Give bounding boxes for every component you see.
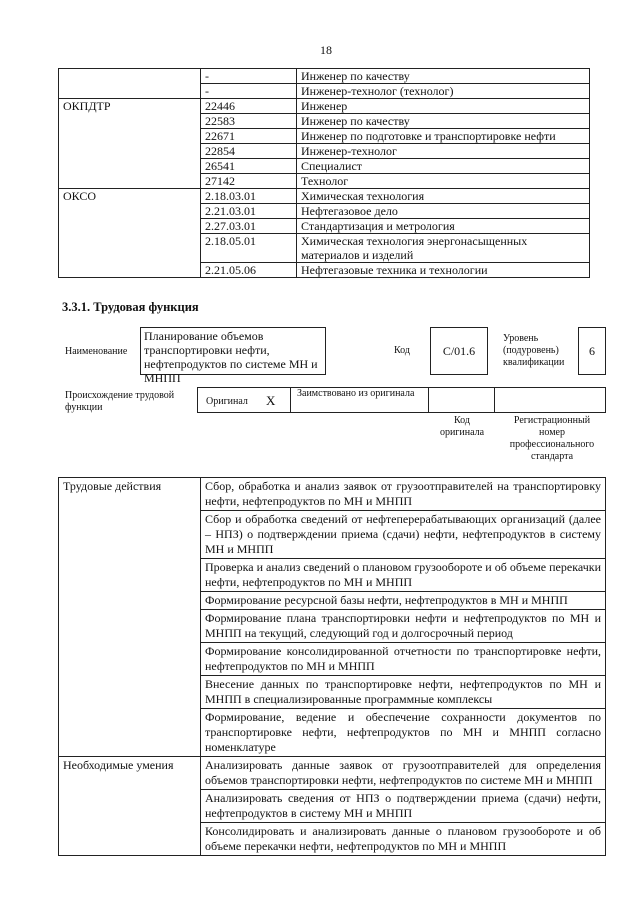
table-row (59, 757, 606, 790)
classifier-name: Инженер (297, 99, 590, 114)
labor-actions-label: Трудовые действия (59, 478, 201, 757)
classifier-name: Нефтегазовое дело (297, 204, 590, 219)
labor-actions-item: Формирование консолидированной отчетности по транспортировке нефти, нефтепродуктов по МН и МНПП (201, 643, 606, 676)
classifier-code: 22583 (201, 114, 297, 129)
skills-item: Консолидировать и анализировать данные о плановом грузообороте и об объеме перекачки нефти, нефтепродуктов по МН и МНПП (201, 823, 606, 856)
labor-actions-item: Сбор, обработка и анализ заявок от грузоотправителей на транспортировку нефти, нефтепродуктов по МН и МНПП (201, 478, 606, 511)
labor-actions-item: Сбор и обработка сведений от нефтеперерабатывающих организаций (далее – НПЗ) о подтверждении приема (сдачи) нефти, нефтепродуктов в систему МН и МНПП (201, 511, 606, 559)
classifier-name: Инженер по качеству (297, 69, 590, 84)
classifier-name: Инженер по подготовке и транспортировке нефти (297, 129, 590, 144)
table-row (59, 478, 606, 511)
classifier-code: 27142 (201, 174, 297, 189)
classifier-code: - (201, 84, 297, 99)
classifier-code: 26541 (201, 159, 297, 174)
classifier-code: 2.21.03.01 (201, 204, 297, 219)
classifier-code: 2.18.05.01 (201, 234, 297, 263)
code-original-field (428, 387, 495, 413)
classifier-name: Технолог (297, 174, 590, 189)
labor-actions-item: Формирование, ведение и обеспечение сохранности документов по транспортировке нефти, нефтепродуктов по МН и МНПП согласно номенклатуре (201, 709, 606, 757)
classifier-name: Инженер-технолог (технолог) (297, 84, 590, 99)
classifier-name: ОКПДТР (59, 99, 201, 189)
classifier-name: Инженер-технолог (297, 144, 590, 159)
classifier-name: Химическая технология энергонасыщенных материалов и изделий (297, 234, 590, 263)
skills-item: Анализировать сведения от НПЗ о подтверждении приема (сдачи) нефти, нефтепродуктов в систему МН и МНПП (201, 790, 606, 823)
function-code-value: С/01.6 (430, 327, 488, 375)
labor-actions-item: Формирование ресурсной базы нефти, нефтепродуктов в МН и МНПП (201, 592, 606, 610)
section-title: 3.3.1. Трудовая функция (62, 300, 199, 314)
original-label: Оригинал (206, 396, 248, 407)
classifier-code: 22671 (201, 129, 297, 144)
name-label: Наименование (65, 346, 128, 357)
qualification-level-label: Уровень (подуровень) квалификации (503, 333, 565, 368)
classifier-name: Химическая технология (297, 189, 590, 204)
original-mark: X (266, 393, 276, 408)
labor-actions-item: Проверка и анализ сведений о плановом грузообороте и об объеме перекачки нефти, нефтепродуктов по МН и МНПП (201, 559, 606, 592)
qualification-level-value: 6 (578, 327, 606, 375)
classifier-name: Специалист (297, 159, 590, 174)
page-number: 18 (320, 43, 332, 57)
borrowed-label: Заимствовано из оригинала (290, 387, 429, 413)
classifier-code: 22854 (201, 144, 297, 159)
origin-label: Происхождение трудовой функции (65, 390, 175, 413)
classifier-code: 2.21.05.06 (201, 263, 297, 278)
table-row (59, 99, 590, 114)
skills-item: Анализировать данные заявок от грузоотправителей для определения объемов транспортировки нефти, нефтепродуктов по системе МН и МНПП (201, 757, 606, 790)
table-row (59, 69, 590, 84)
function-name-value: Планирование объемов транспортировки нефти, нефтепродуктов по системе МН и МНПП (140, 327, 326, 375)
reg-number-field (494, 387, 606, 413)
classifier-name: Нефтегазовые техника и технологии (297, 263, 590, 278)
code-label: Код (394, 345, 410, 356)
original-cell (197, 387, 291, 413)
classifier-code: 2.18.03.01 (201, 189, 297, 204)
classifier-code: 2.27.03.01 (201, 219, 297, 234)
table-row (59, 189, 590, 204)
labor-function-table (58, 477, 606, 856)
reg-number-caption: Регистрационный номер профессионального стандарта (509, 415, 595, 462)
labor-actions-item: Формирование плана транспортировки нефти и нефтепродуктов по МН и МНПП на текущий, следующий год и долгосрочный период (201, 610, 606, 643)
classifier-name (59, 69, 201, 99)
skills-label: Необходимые умения (59, 757, 201, 856)
classifier-name: Инженер по качеству (297, 114, 590, 129)
classifier-code: - (201, 69, 297, 84)
classifier-name: Стандартизация и метрология (297, 219, 590, 234)
classifier-codes-table (58, 68, 590, 278)
classifier-name: ОКСО (59, 189, 201, 278)
code-original-caption: Код оригинала (439, 415, 485, 438)
labor-actions-item: Внесение данных по транспортировке нефти, нефтепродуктов по МН и МНПП в специализированные программные комплексы (201, 676, 606, 709)
classifier-code: 22446 (201, 99, 297, 114)
